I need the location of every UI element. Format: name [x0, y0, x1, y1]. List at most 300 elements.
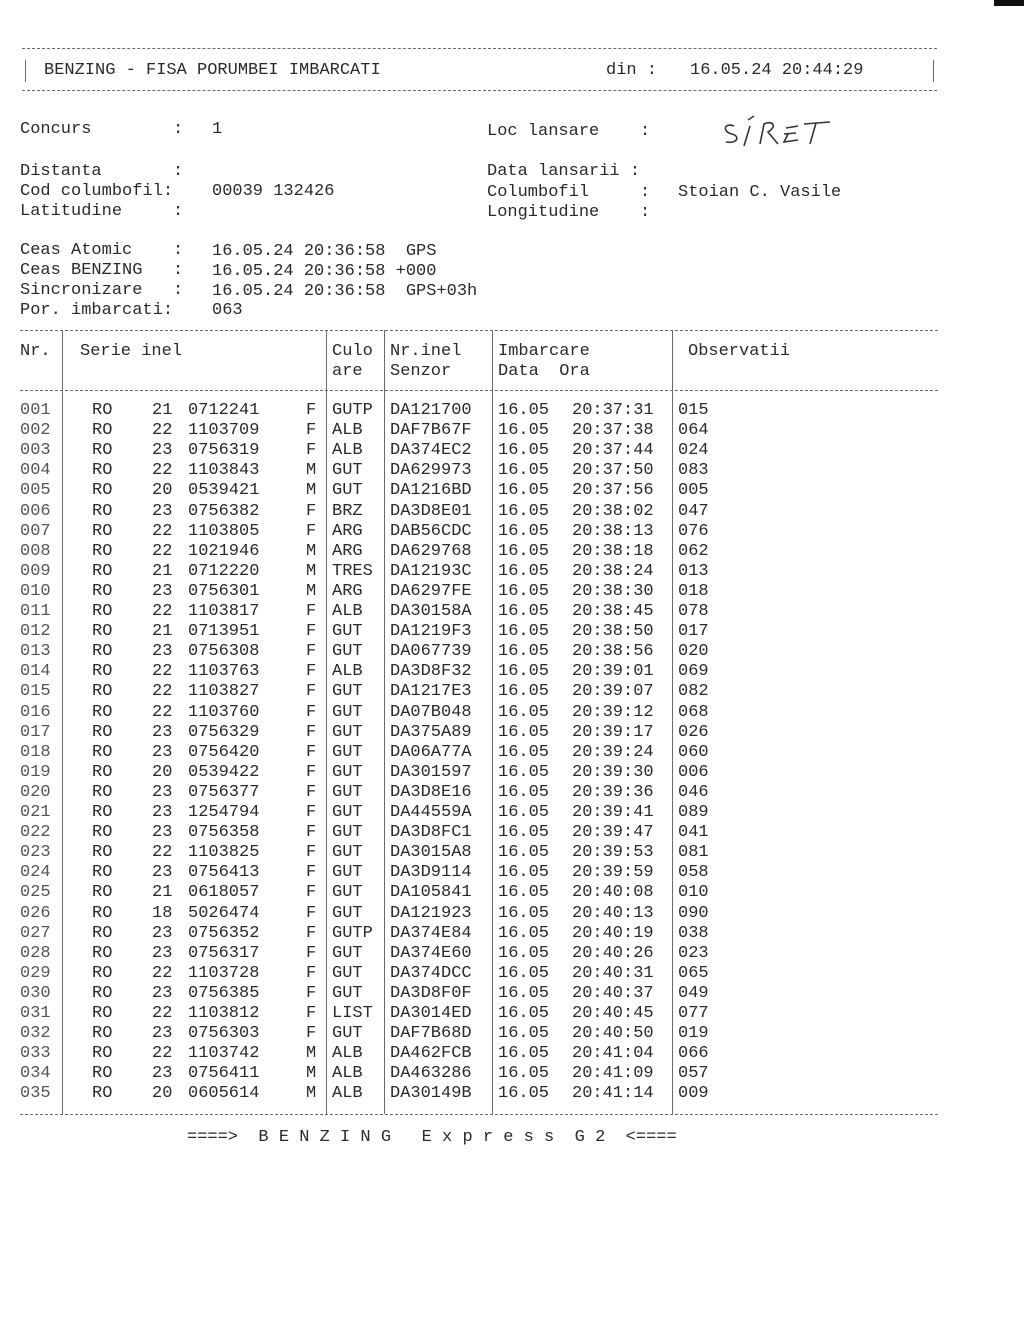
row-year: 20: [152, 481, 173, 501]
row-ring-number: 0756358: [188, 823, 260, 843]
columbofil-label: Columbofil :: [487, 183, 651, 202]
row-observation: 019: [678, 1024, 709, 1044]
row-nr: 030: [20, 983, 51, 1003]
row-sensor-id: DA1217E3: [390, 682, 472, 702]
row-color: GUTP: [332, 401, 373, 420]
row-sensor-id: DA3D8FC1: [390, 823, 472, 843]
row-sex: M: [306, 1044, 317, 1064]
row-sensor-id: DA3014ED: [390, 1004, 472, 1023]
row-color: GUT: [332, 481, 363, 501]
row-ring-number: 0756329: [188, 722, 260, 742]
row-date: 16.05: [498, 823, 550, 843]
row-sex: F: [306, 923, 317, 943]
table-row: [0, 622, 1024, 642]
columbofil-value: Stoian C. Vasile: [678, 183, 842, 202]
row-nr: 029: [20, 963, 51, 983]
header-nr: Nr.: [20, 342, 51, 361]
table-row: [0, 964, 1024, 984]
table-row: [0, 863, 1024, 883]
row-sex: F: [306, 803, 317, 822]
row-country: RO: [92, 521, 113, 541]
row-observation: 018: [678, 581, 709, 601]
row-date: 16.05: [498, 762, 550, 782]
row-nr: 034: [20, 1064, 51, 1084]
row-time: 20:39:01: [572, 662, 654, 682]
row-ring-number: 1103827: [188, 682, 260, 702]
row-color: GUT: [332, 903, 363, 923]
header-senzor-2: Senzor: [390, 362, 452, 381]
row-nr: 007: [20, 521, 51, 541]
footer-brand: ====> B E N Z I N G E x p r e s s G 2 <====: [187, 1128, 677, 1147]
row-year: 23: [152, 581, 173, 601]
row-sex: F: [306, 441, 317, 461]
row-observation: 065: [678, 963, 709, 983]
table-row: [0, 723, 1024, 743]
row-observation: 078: [678, 602, 709, 621]
row-year: 22: [152, 1004, 173, 1023]
row-date: 16.05: [498, 722, 550, 742]
row-sex: F: [306, 642, 317, 662]
row-ring-number: 1103742: [188, 1044, 260, 1064]
row-nr: 014: [20, 662, 51, 682]
row-sex: F: [306, 1024, 317, 1044]
row-nr: 020: [20, 782, 51, 802]
header-imbarcare-2: Data Ora: [498, 362, 590, 381]
row-ring-number: 0756411: [188, 1064, 260, 1084]
sincronizare-label: Sincronizare :: [20, 281, 184, 300]
row-sensor-id: DAB56CDC: [390, 521, 472, 541]
row-country: RO: [92, 642, 113, 662]
table-row: [0, 843, 1024, 863]
row-color: ALB: [332, 441, 363, 461]
row-country: RO: [92, 561, 113, 581]
row-ring-number: 0539421: [188, 481, 260, 501]
table-bottom-rule: [20, 1114, 938, 1115]
row-sensor-id: DA121700: [390, 401, 472, 420]
row-sex: M: [306, 581, 317, 601]
row-observation: 005: [678, 481, 709, 501]
row-date: 16.05: [498, 521, 550, 541]
row-time: 20:37:38: [572, 421, 654, 441]
row-ring-number: 0756303: [188, 1024, 260, 1044]
row-color: ALB: [332, 1044, 363, 1064]
table-row: [0, 1044, 1024, 1064]
row-year: 22: [152, 602, 173, 621]
row-nr: 023: [20, 843, 51, 863]
row-sensor-id: DA30149B: [390, 1084, 472, 1104]
row-date: 16.05: [498, 401, 550, 420]
row-nr: 027: [20, 923, 51, 943]
row-country: RO: [92, 1064, 113, 1084]
row-sex: F: [306, 682, 317, 702]
row-observation: 057: [678, 1064, 709, 1084]
title-box-left: [25, 60, 26, 82]
table-row: [0, 502, 1024, 522]
row-color: ALB: [332, 421, 363, 441]
row-time: 20:38:45: [572, 602, 654, 621]
row-nr: 033: [20, 1044, 51, 1064]
row-sensor-id: DA105841: [390, 883, 472, 903]
row-country: RO: [92, 782, 113, 802]
row-sensor-id: DA6297FE: [390, 581, 472, 601]
row-sensor-id: DA44559A: [390, 803, 472, 822]
row-date: 16.05: [498, 662, 550, 682]
row-date: 16.05: [498, 561, 550, 581]
row-observation: 083: [678, 461, 709, 481]
row-time: 20:40:08: [572, 883, 654, 903]
row-year: 23: [152, 782, 173, 802]
row-color: GUT: [332, 843, 363, 863]
header-culoare-2: are: [332, 362, 363, 381]
row-time: 20:41:14: [572, 1084, 654, 1104]
row-sensor-id: DA06A77A: [390, 742, 472, 762]
table-row: [0, 401, 1024, 421]
table-row: [0, 944, 1024, 964]
row-color: GUT: [332, 943, 363, 963]
row-sensor-id: DAF7B68D: [390, 1024, 472, 1044]
row-ring-number: 0712241: [188, 401, 260, 420]
row-date: 16.05: [498, 602, 550, 621]
row-sex: F: [306, 521, 317, 541]
row-sex: M: [306, 541, 317, 561]
row-time: 20:39:07: [572, 682, 654, 702]
row-sex: F: [306, 983, 317, 1003]
row-observation: 068: [678, 702, 709, 722]
row-year: 20: [152, 762, 173, 782]
ceas-atomic-label: Ceas Atomic :: [20, 241, 184, 260]
table-row: [0, 542, 1024, 562]
row-year: 23: [152, 803, 173, 822]
row-observation: 017: [678, 622, 709, 642]
row-year: 22: [152, 461, 173, 481]
row-observation: 049: [678, 983, 709, 1003]
row-observation: 077: [678, 1004, 709, 1023]
row-country: RO: [92, 742, 113, 762]
row-year: 22: [152, 421, 173, 441]
row-date: 16.05: [498, 642, 550, 662]
row-sensor-id: DA1219F3: [390, 622, 472, 642]
row-date: 16.05: [498, 541, 550, 561]
row-time: 20:39:30: [572, 762, 654, 782]
row-nr: 004: [20, 461, 51, 481]
loc-lansare-label: Loc lansare :: [487, 122, 651, 141]
row-time: 20:39:17: [572, 722, 654, 742]
row-date: 16.05: [498, 702, 550, 722]
row-color: GUT: [332, 742, 363, 762]
row-country: RO: [92, 823, 113, 843]
row-observation: 081: [678, 843, 709, 863]
row-year: 21: [152, 401, 173, 420]
table-row: [0, 743, 1024, 763]
row-year: 22: [152, 843, 173, 863]
row-color: ALB: [332, 602, 363, 621]
row-year: 21: [152, 622, 173, 642]
row-sex: F: [306, 883, 317, 903]
row-observation: 041: [678, 823, 709, 843]
row-ring-number: 0605614: [188, 1084, 260, 1104]
row-observation: 009: [678, 1084, 709, 1104]
row-ring-number: 0713951: [188, 622, 260, 642]
row-nr: 018: [20, 742, 51, 762]
row-observation: 069: [678, 662, 709, 682]
row-country: RO: [92, 983, 113, 1003]
row-observation: 026: [678, 722, 709, 742]
porumbei-imbarcati-value: 063: [212, 301, 243, 320]
row-year: 23: [152, 983, 173, 1003]
row-ring-number: 1103763: [188, 662, 260, 682]
row-ring-number: 1103812: [188, 1004, 260, 1023]
row-sex: F: [306, 1004, 317, 1023]
row-nr: 028: [20, 943, 51, 963]
header-serie-inel: Serie inel: [80, 342, 183, 361]
row-observation: 066: [678, 1044, 709, 1064]
row-sensor-id: DA374E60: [390, 943, 472, 963]
row-sex: M: [306, 481, 317, 501]
row-sensor-id: DA629768: [390, 541, 472, 561]
row-date: 16.05: [498, 682, 550, 702]
row-color: GUT: [332, 963, 363, 983]
row-time: 20:38:24: [572, 561, 654, 581]
row-color: GUT: [332, 461, 363, 481]
row-time: 20:39:59: [572, 863, 654, 883]
row-ring-number: 0756413: [188, 863, 260, 883]
row-year: 21: [152, 561, 173, 581]
row-date: 16.05: [498, 782, 550, 802]
header-senzor-1: Nr.inel: [390, 342, 462, 361]
row-country: RO: [92, 441, 113, 461]
row-color: ALB: [332, 662, 363, 682]
row-sensor-id: DA629973: [390, 461, 472, 481]
row-observation: 015: [678, 401, 709, 420]
row-observation: 062: [678, 541, 709, 561]
row-color: GUT: [332, 983, 363, 1003]
row-observation: 010: [678, 883, 709, 903]
row-sensor-id: DA3D8E01: [390, 501, 472, 521]
row-time: 20:39:41: [572, 803, 654, 822]
row-year: 22: [152, 541, 173, 561]
row-observation: 020: [678, 642, 709, 662]
row-date: 16.05: [498, 481, 550, 501]
row-color: GUT: [332, 622, 363, 642]
row-country: RO: [92, 581, 113, 601]
row-year: 22: [152, 662, 173, 682]
row-ring-number: 1103805: [188, 521, 260, 541]
row-date: 16.05: [498, 923, 550, 943]
row-year: 23: [152, 863, 173, 883]
row-time: 20:39:36: [572, 782, 654, 802]
row-country: RO: [92, 662, 113, 682]
table-header-rule: [20, 390, 938, 391]
row-color: GUT: [332, 803, 363, 822]
row-nr: 002: [20, 421, 51, 441]
row-color: GUT: [332, 682, 363, 702]
row-date: 16.05: [498, 1024, 550, 1044]
row-ring-number: 0756377: [188, 782, 260, 802]
row-time: 20:39:24: [572, 742, 654, 762]
row-country: RO: [92, 421, 113, 441]
row-time: 20:40:31: [572, 963, 654, 983]
row-observation: 082: [678, 682, 709, 702]
row-sensor-id: DA301597: [390, 762, 472, 782]
row-color: ALB: [332, 1064, 363, 1084]
row-country: RO: [92, 863, 113, 883]
row-year: 23: [152, 1064, 173, 1084]
row-color: ARG: [332, 521, 363, 541]
row-country: RO: [92, 963, 113, 983]
table-row: [0, 783, 1024, 803]
row-year: 23: [152, 923, 173, 943]
table-row: [0, 904, 1024, 924]
row-time: 20:38:56: [572, 642, 654, 662]
row-time: 20:39:47: [572, 823, 654, 843]
row-year: 23: [152, 642, 173, 662]
row-nr: 009: [20, 561, 51, 581]
table-row: [0, 763, 1024, 783]
row-date: 16.05: [498, 461, 550, 481]
table-top-rule: [20, 330, 938, 331]
table-row: [0, 803, 1024, 823]
row-sensor-id: DA375A89: [390, 722, 472, 742]
row-observation: 038: [678, 923, 709, 943]
row-country: RO: [92, 943, 113, 963]
row-sensor-id: DA374DCC: [390, 963, 472, 983]
row-country: RO: [92, 722, 113, 742]
row-time: 20:38:30: [572, 581, 654, 601]
row-observation: 076: [678, 521, 709, 541]
row-time: 20:37:44: [572, 441, 654, 461]
row-ring-number: 0756385: [188, 983, 260, 1003]
row-date: 16.05: [498, 1004, 550, 1023]
row-color: ALB: [332, 1084, 363, 1104]
table-row: [0, 522, 1024, 542]
row-sensor-id: DA3D8F32: [390, 662, 472, 682]
header-culoare-1: Culo: [332, 342, 373, 361]
row-sensor-id: DA1216BD: [390, 481, 472, 501]
row-nr: 001: [20, 401, 51, 420]
row-date: 16.05: [498, 983, 550, 1003]
porumbei-imbarcati-label: Por. imbarcati:: [20, 301, 174, 320]
ceas-benzing-value: 16.05.24 20:36:58 +000: [212, 262, 437, 281]
row-ring-number: 0756420: [188, 742, 260, 762]
row-observation: 024: [678, 441, 709, 461]
row-color: GUT: [332, 782, 363, 802]
row-date: 16.05: [498, 1084, 550, 1104]
row-nr: 035: [20, 1084, 51, 1104]
table-row: [0, 421, 1024, 441]
row-sex: F: [306, 702, 317, 722]
row-sex: F: [306, 943, 317, 963]
row-sex: F: [306, 722, 317, 742]
row-time: 20:40:13: [572, 903, 654, 923]
row-nr: 015: [20, 682, 51, 702]
row-observation: 060: [678, 742, 709, 762]
table-row: [0, 481, 1024, 501]
row-sensor-id: DA3D8E16: [390, 782, 472, 802]
row-color: GUT: [332, 642, 363, 662]
row-year: 23: [152, 943, 173, 963]
row-sex: M: [306, 1084, 317, 1104]
row-ring-number: 1254794: [188, 803, 260, 822]
row-year: 20: [152, 1084, 173, 1104]
row-ring-number: 0539422: [188, 762, 260, 782]
concurs-label: Concurs :: [20, 120, 184, 139]
table-row: [0, 582, 1024, 602]
row-sex: F: [306, 401, 317, 420]
row-date: 16.05: [498, 943, 550, 963]
row-nr: 024: [20, 863, 51, 883]
table-row: [0, 703, 1024, 723]
row-color: GUT: [332, 762, 363, 782]
row-observation: 013: [678, 561, 709, 581]
row-country: RO: [92, 762, 113, 782]
row-time: 20:40:26: [572, 943, 654, 963]
row-date: 16.05: [498, 742, 550, 762]
row-nr: 032: [20, 1024, 51, 1044]
row-time: 20:41:09: [572, 1064, 654, 1084]
row-country: RO: [92, 1004, 113, 1023]
header-imbarcare-1: Imbarcare: [498, 342, 590, 361]
row-nr: 025: [20, 883, 51, 903]
row-year: 23: [152, 742, 173, 762]
cod-columbofil-label: Cod columbofil:: [20, 182, 174, 201]
row-sensor-id: DA121923: [390, 903, 472, 923]
row-sex: F: [306, 602, 317, 621]
table-row: [0, 602, 1024, 622]
table-row: [0, 823, 1024, 843]
row-color: ARG: [332, 541, 363, 561]
row-sex: F: [306, 622, 317, 642]
row-country: RO: [92, 401, 113, 420]
row-sensor-id: DA374EC2: [390, 441, 472, 461]
row-observation: 064: [678, 421, 709, 441]
scan-edge-mark: [994, 0, 1024, 6]
row-sensor-id: DA462FCB: [390, 1044, 472, 1064]
row-observation: 058: [678, 863, 709, 883]
table-row: [0, 883, 1024, 903]
row-nr: 017: [20, 722, 51, 742]
row-country: RO: [92, 622, 113, 642]
row-time: 20:38:02: [572, 501, 654, 521]
row-ring-number: 1103843: [188, 461, 260, 481]
ceas-atomic-value: 16.05.24 20:36:58 GPS: [212, 242, 437, 261]
row-year: 22: [152, 521, 173, 541]
row-nr: 019: [20, 762, 51, 782]
row-ring-number: 0756317: [188, 943, 260, 963]
row-nr: 016: [20, 702, 51, 722]
row-country: RO: [92, 461, 113, 481]
table-row: [0, 682, 1024, 702]
row-nr: 031: [20, 1004, 51, 1023]
row-sensor-id: DA067739: [390, 642, 472, 662]
row-color: GUT: [332, 702, 363, 722]
print-datetime: 16.05.24 20:44:29: [690, 61, 864, 80]
title-box-right: [933, 60, 934, 82]
row-time: 20:37:50: [572, 461, 654, 481]
row-ring-number: 0756308: [188, 642, 260, 662]
cod-columbofil-value: 00039 132426: [212, 182, 335, 201]
row-sex: F: [306, 501, 317, 521]
row-sex: F: [306, 823, 317, 843]
row-sensor-id: DA3D9114: [390, 863, 472, 883]
title-box-top: [22, 48, 937, 49]
row-date: 16.05: [498, 903, 550, 923]
row-nr: 021: [20, 803, 51, 822]
row-color: GUT: [332, 722, 363, 742]
row-ring-number: 1103817: [188, 602, 260, 621]
row-sensor-id: DA07B048: [390, 702, 472, 722]
table-row: [0, 562, 1024, 582]
row-observation: 047: [678, 501, 709, 521]
